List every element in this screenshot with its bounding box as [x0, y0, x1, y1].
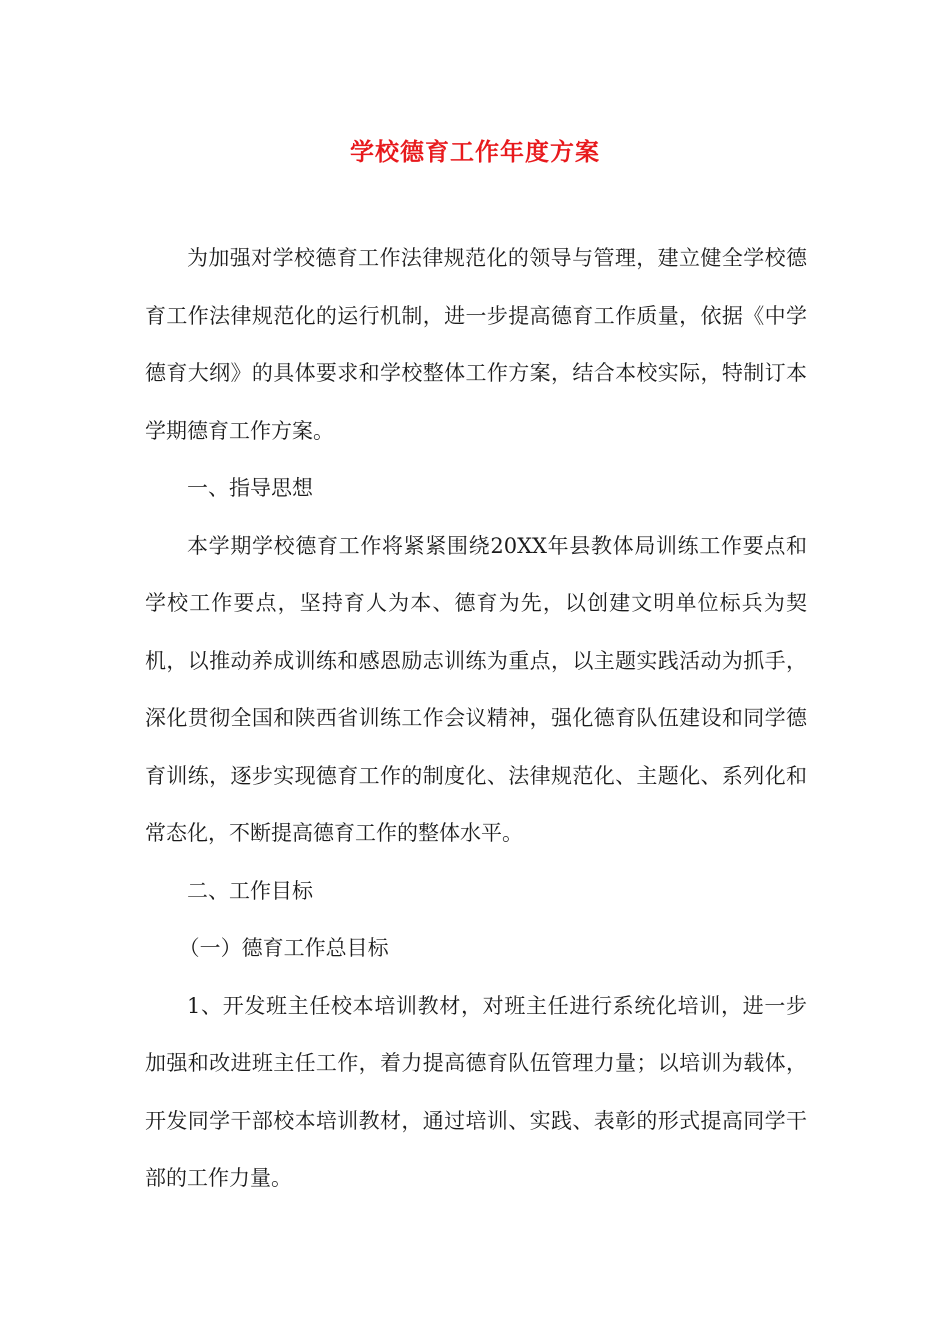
section-heading-guiding-ideology: 一、指导思想 [187, 476, 313, 500]
subsection-heading-overall-goal: （一）德育工作总目标 [178, 936, 389, 960]
guiding-ideology-paragraph: 本学期学校德育工作将紧紧围绕20XX年县教体局训练工作要点和学校工作要点，坚持育人为本、德育为先，以创建文明单位标兵为契机，以推动养成训练和感恩励志训练为重点，以主题实践活动为抓手，深化贯彻全国和陕西省训练工作会议精神，强化德育队伍建设和同学德育训练，逐步实现德育工作的制度化、法律规范化、主题化、系列化和常态化，不断提高德育工作的整体水平。 [145, 533, 807, 845]
goal-item-1-paragraph: 1、开发班主任校本培训教材，对班主任进行系统化培训，进一步加强和改进班主任工作，着力提高德育队伍管理力量；以培训为载体，开发同学干部校本培训教材，通过培训、实践、表彰的形式提高同学干部的工作力量。 [145, 993, 807, 1190]
intro-paragraph: 为加强对学校德育工作法律规范化的领导与管理，建立健全学校德育工作法律规范化的运行机制，进一步提高德育工作质量，依据《中学德育大纲》的具体要求和学校整体工作方案，结合本校实际，特制订本学期德育工作方案。 [145, 246, 807, 443]
document-body [145, 230, 807, 1208]
section-heading-work-goals: 二、工作目标 [187, 878, 313, 903]
document-title: 学校德育工作年度方案 [350, 137, 600, 166]
